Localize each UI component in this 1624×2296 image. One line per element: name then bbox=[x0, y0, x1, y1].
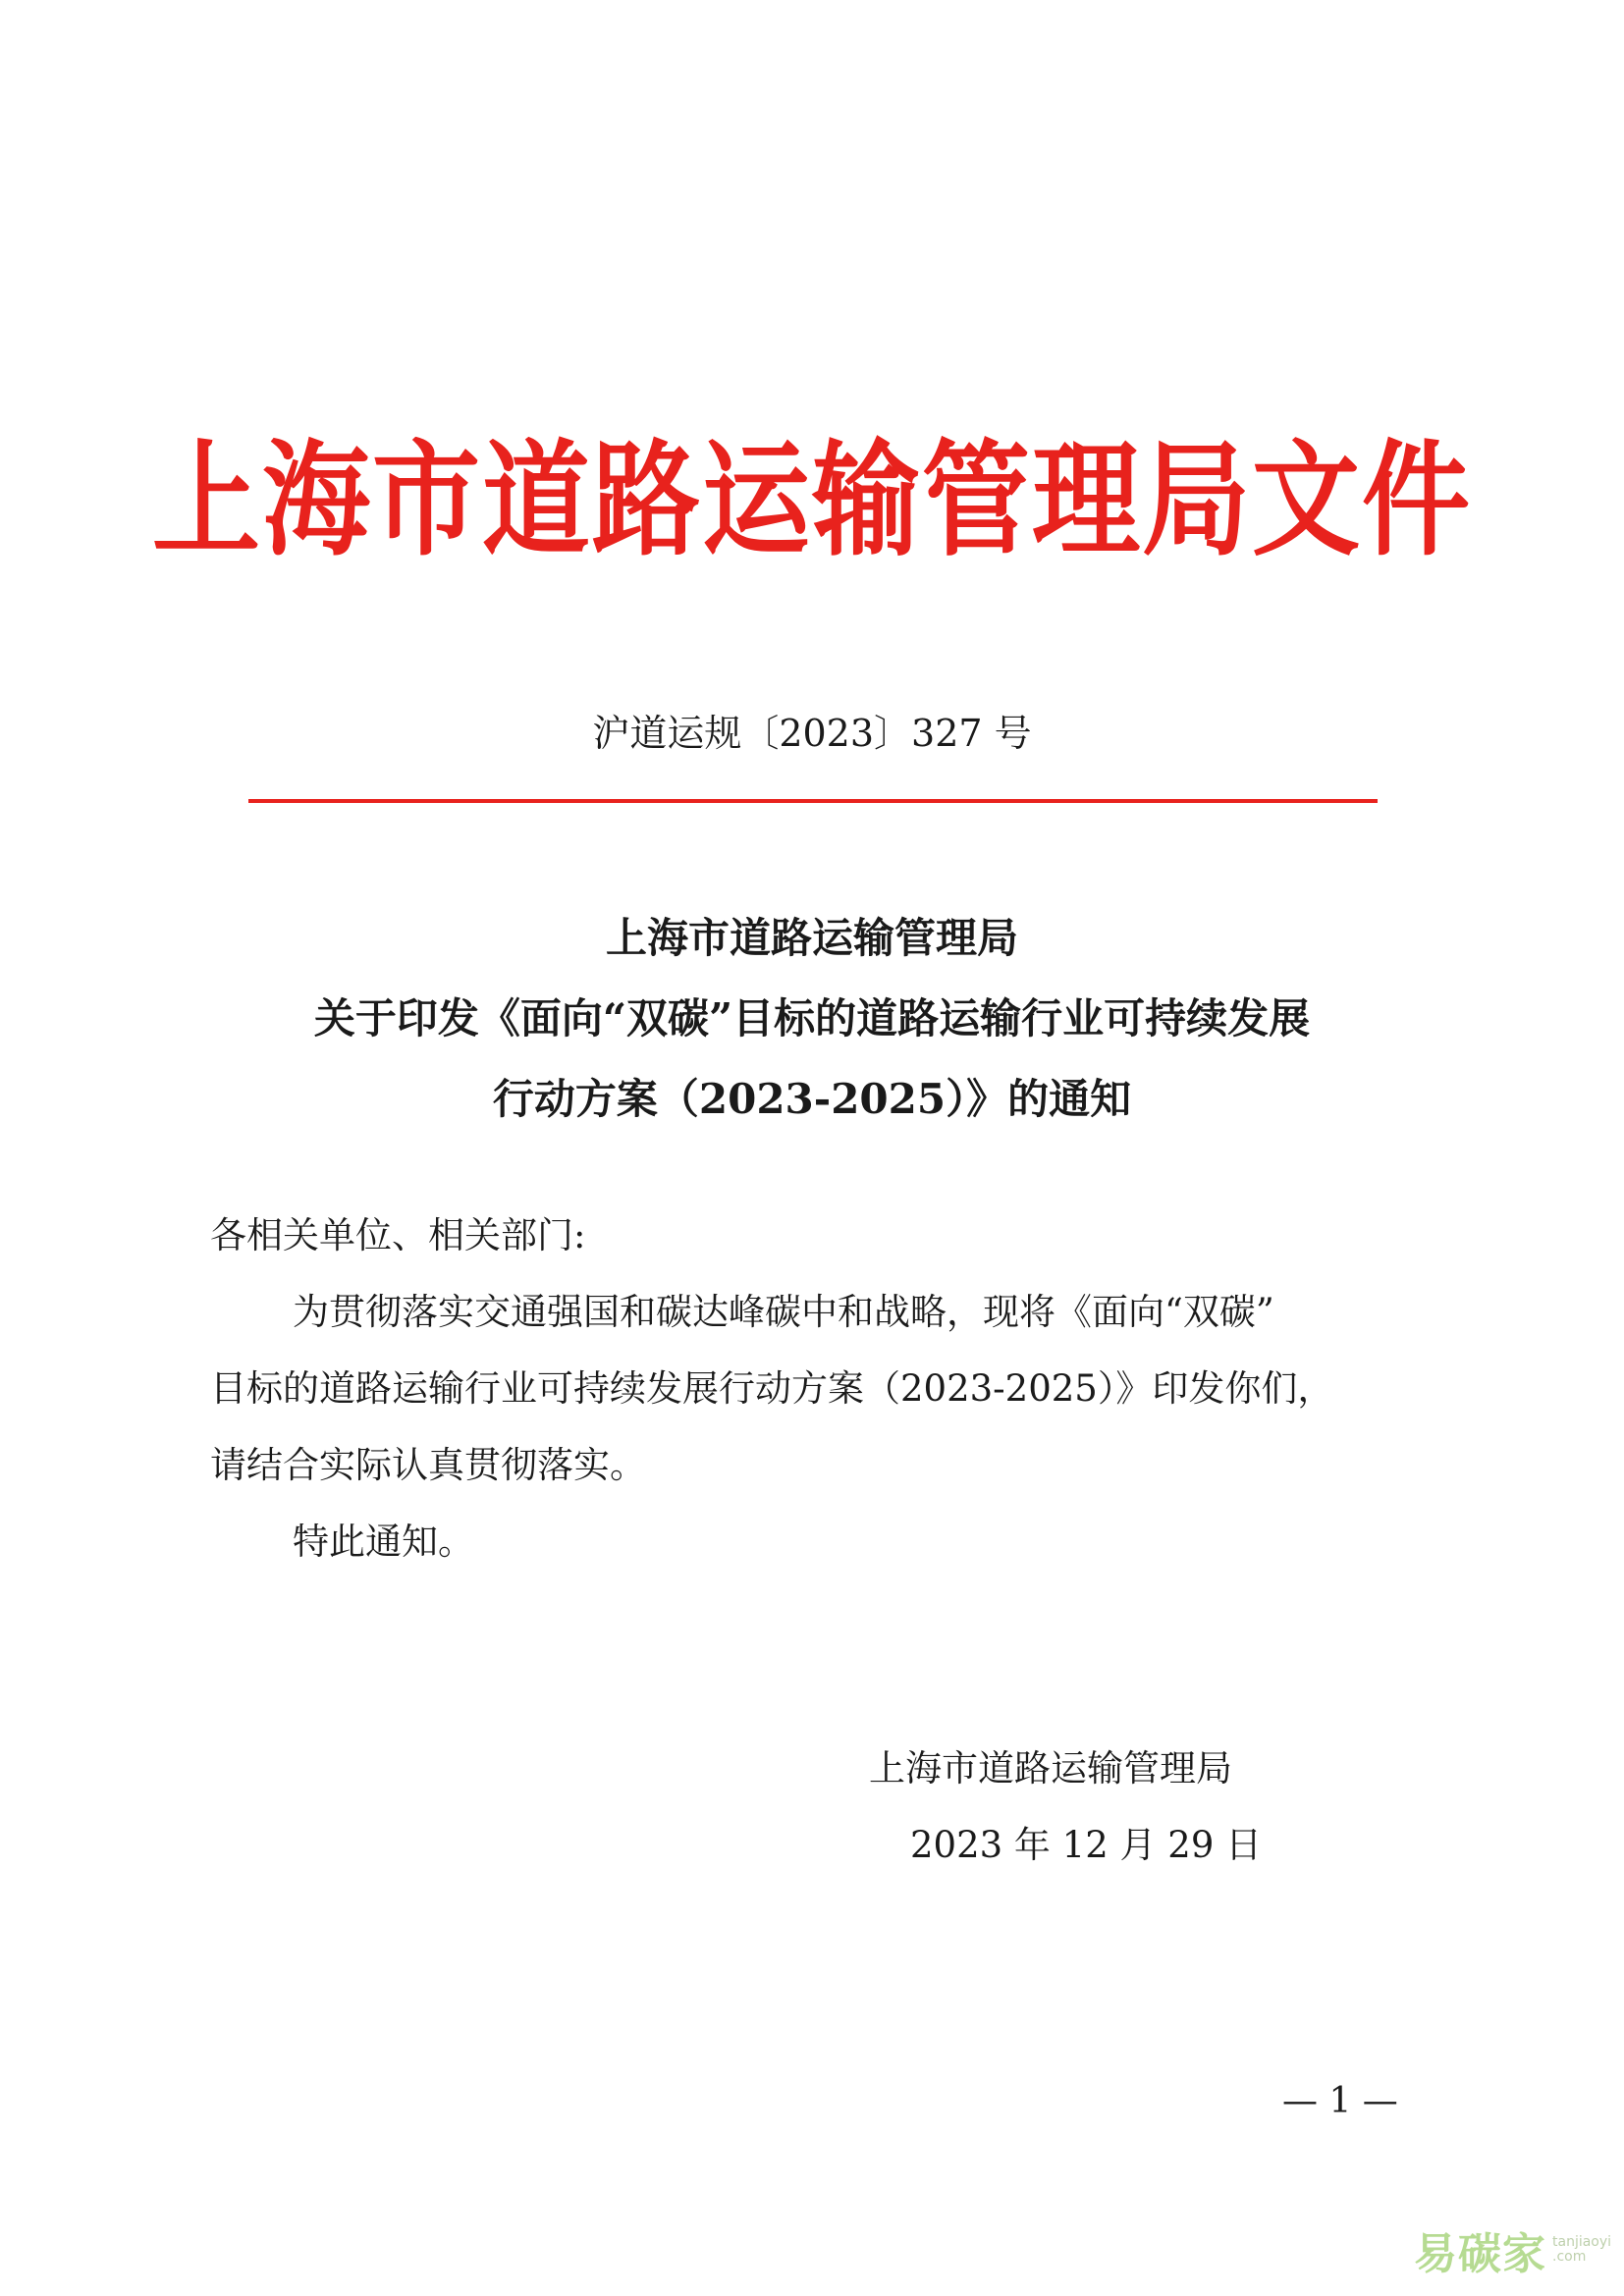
signature-organization: 上海市道路运输管理局 bbox=[869, 1747, 1232, 1789]
watermark-domain-line-1: tanjiaoyi bbox=[1552, 2233, 1612, 2250]
title-line-3: 行动方案（2023-2025）》的通知 bbox=[492, 1075, 1132, 1123]
closing-remark: 特此通知。 bbox=[293, 1521, 474, 1563]
signature-date: 2023 年 12 月 29 日 bbox=[910, 1824, 1263, 1866]
watermark-domain bbox=[1552, 2235, 1611, 2266]
body-paragraph-line-1: 为贯彻落实交通强国和碳达峰碳中和战略，现将《面向“双碳” bbox=[293, 1291, 1274, 1333]
body-paragraph-line-3: 请结合实际认真贯彻落实。 bbox=[210, 1444, 646, 1486]
document-number: 沪道运规〔2023〕327 号 bbox=[592, 712, 1032, 755]
body-paragraph-line-2: 目标的道路运输行业可持续发展行动方案（2023-2025）》印发你们， bbox=[210, 1367, 1334, 1410]
document-masthead: 上海市道路运输管理局文件 bbox=[152, 427, 1472, 573]
title-line-1: 上海市道路运输管理局 bbox=[605, 914, 1018, 962]
watermark-brand: 易碳家 bbox=[1414, 2229, 1546, 2279]
notice-title bbox=[0, 898, 1624, 1140]
salutation: 各相关单位、相关部门: bbox=[210, 1214, 586, 1256]
watermark-domain-line-2: .com bbox=[1552, 2249, 1587, 2265]
red-divider-rule bbox=[248, 799, 1378, 803]
title-line-2: 关于印发《面向“双碳”目标的道路运输行业可持续发展 bbox=[313, 994, 1311, 1042]
watermark-logo bbox=[1414, 2218, 1611, 2281]
page-number: — 1 — bbox=[1282, 2081, 1398, 2121]
